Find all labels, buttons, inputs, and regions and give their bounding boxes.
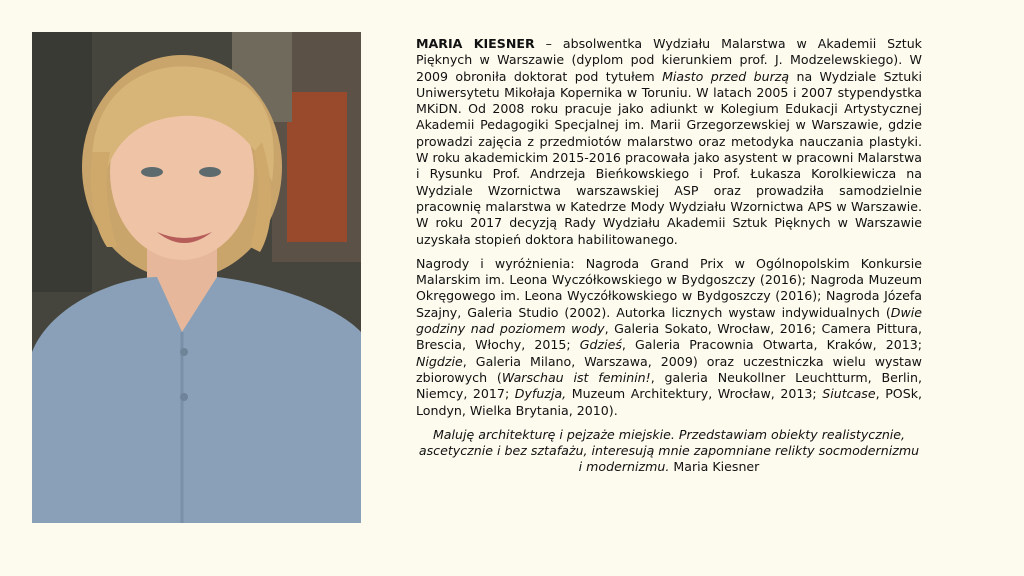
biography-text xyxy=(416,36,922,484)
awards-text-4: , Galeria Milano, Warszawa, 2009) oraz uczestniczka wielu wystaw zbiorowych ( xyxy=(416,353,922,385)
awards-text-6: Muzeum Architektury, Wrocław, 2013; xyxy=(566,386,823,402)
bio-paragraph xyxy=(416,36,922,248)
exhibition-title-3: Nigdzie xyxy=(416,353,463,369)
artist-name: MARIA KIESNER xyxy=(416,36,535,51)
awards-text-5: , galeria Neukollner Leuchtturm, Berlin, Niemcy, 2017; xyxy=(416,369,922,402)
artist-quote xyxy=(416,427,922,476)
bio-text-2: na Wydziale Sztuki Uniwersytetu Mikołaja Kopernika w Toruniu. W latach 2005 i 2007 stypendystka MKiDN. Od 2008 roku pracuje jako adiunkt w Kolegium Edukacji Artystycznej Akademii Pedagogiki Specjalnej im. Marii Grzegorzewskiej w Warszawie, gdzie prowadzi zajęcia z przedmiotów malarstwo oraz metodyka nauczania plastyki. W roku akademickim 2015-2016 pracowała jako asystent w pracowni Malarstwa i Rysunku Prof. Andrzeja Bieńkowskiego i Prof. Łukasza Korolkiewicza na Wydziale Wzornictwa warszawskiej ASP oraz prowadziła samodzielnie pracownię malarstwa w Katedrze Mody Wydziału Wzornictwa APS w Warszawie. W roku 2017 decyzją Rady Wydziału Akademii Sztuk Pięknych w Warszawie uzyskała stopień doktora habilitowanego. xyxy=(416,68,922,247)
exhibition-title-1: Dwie godziny nad poziomem wody xyxy=(416,304,922,337)
portrait-illustration xyxy=(32,32,361,523)
bio-text-1: – absolwentka Wydziału Malarstwa w Akademii Sztuk Pięknych w Warszawie (dyplom pod kierunkiem prof. J. Modzelewskiego). W 2009 obroniła doktorat pod tytułem xyxy=(416,36,922,84)
quote-text: Maluję architekturę i pejzaże miejskie. Przedstawiam obiekty realistycznie, ascetycznie i bez sztafażu, interesują mnie zapomniane relikty socmodernizmu i modernizmu. xyxy=(418,426,920,475)
awards-paragraph xyxy=(416,256,922,419)
exhibition-title-4: Warschau ist feminin! xyxy=(501,369,651,385)
awards-text-1: Nagrody i wyróżnienia: Nagroda Grand Prix w Ogólnopolskim Konkursie Malarskim im. Leona Wyczółkowskiego w Bydgoszczy (2016); Nagroda Muzeum Okręgowego im. Leona Wyczółkowskiego w Bydgoszczy (2016); Nagroda Józefa Szajny, Galeria Studio (2002). Autorka licznych wystaw indywidualnych ( xyxy=(416,255,922,320)
awards-text-2: , Galeria Sokato, Wrocław, 2016; Camera Pittura, Brescia, Włochy, 2015; xyxy=(416,321,922,353)
awards-text-3: , Galeria Pracownia Otwarta, Kraków, 2013; xyxy=(621,337,922,353)
exhibition-title-5: Dyfuzja, xyxy=(514,386,567,402)
awards-text-7: , POSk, Londyn, Wielka Brytania, 2010). xyxy=(416,386,922,418)
exhibition-title-6: Siutcase xyxy=(822,386,876,402)
quote-author: Maria Kiesner xyxy=(669,459,760,475)
portrait-photo xyxy=(32,32,361,523)
exhibition-title-2: Gdzieś xyxy=(579,337,622,353)
doctorate-title: Miasto przed burzą xyxy=(662,68,790,84)
